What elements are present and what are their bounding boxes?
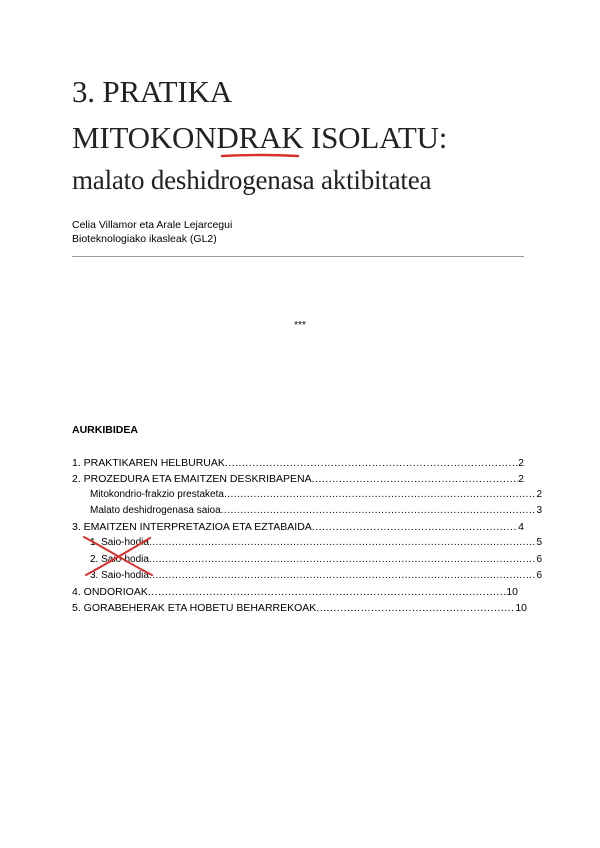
toc-entry[interactable] xyxy=(72,471,524,487)
toc-entry[interactable] xyxy=(72,584,518,600)
title-line-1: 3. PRATIKA xyxy=(72,74,232,109)
toc-entry-page: 2 xyxy=(518,457,524,469)
toc-leader-dots xyxy=(312,519,518,535)
toc-leader-dots xyxy=(149,568,537,584)
toc-leader-dots xyxy=(221,503,537,519)
author-names: Celia Villamor eta Arale Lejarcegui xyxy=(72,219,233,231)
toc-entry[interactable] xyxy=(72,503,542,519)
toc-entry-page: 2 xyxy=(536,489,542,501)
toc-leader-dots xyxy=(225,455,518,471)
toc-leader-dots xyxy=(149,552,537,568)
author-group: Bioteknologiako ikasleak (GL2) xyxy=(72,233,217,245)
toc-entry-label: Mitokondrio-frakzio prestaketa xyxy=(90,489,224,501)
section-separator: *** xyxy=(294,320,306,331)
toc-entry-label: 1. Saio-hodia xyxy=(90,537,149,549)
horizontal-rule xyxy=(72,256,524,257)
toc-leader-dots xyxy=(316,600,515,616)
red-underline-annotation xyxy=(220,153,300,161)
toc-entry-label: 1. PRAKTIKAREN HELBURUAK xyxy=(72,457,225,469)
toc-entry[interactable] xyxy=(72,487,542,503)
toc-entry-label: 2. PROZEDURA ETA EMAITZEN DESKRIBAPENA xyxy=(72,473,312,486)
toc-entry-label: 2. Saio-hodia xyxy=(90,553,149,565)
toc-leader-dots xyxy=(149,535,537,551)
toc-leader-dots xyxy=(148,584,506,600)
toc-entry-page: 6 xyxy=(536,553,542,565)
toc-entry-page: 4 xyxy=(518,521,524,534)
red-cross-annotation xyxy=(80,534,156,578)
toc-entry-page: 6 xyxy=(536,569,542,581)
toc-entry-label: Malato deshidrogenasa saioa xyxy=(90,505,221,517)
toc-entry-page: 2 xyxy=(518,473,524,486)
title-line-2: MITOKONDRAK ISOLATU: xyxy=(72,120,448,155)
toc-entry-label: 3. EMAITZEN INTERPRETAZIOA ETA EZTABAIDA xyxy=(72,521,312,534)
toc-entry[interactable] xyxy=(72,455,524,471)
toc-entry-label: 3. Saio-hodia xyxy=(90,569,149,581)
toc-entry-page: 5 xyxy=(536,537,542,549)
toc-entry-label: 4. ONDORIOAK xyxy=(72,585,148,598)
toc-heading: AURKIBIDEA xyxy=(72,424,138,436)
toc-entry-page: 10 xyxy=(515,601,527,614)
toc-entry-page: 10 xyxy=(506,585,518,598)
toc-entry-page: 3 xyxy=(536,505,542,517)
title-line-3: malato deshidrogenasa aktibitatea xyxy=(72,165,432,195)
toc-entry[interactable] xyxy=(72,600,527,616)
toc-entry-label: 5. GORABEHERAK ETA HOBETU BEHARREKOAK xyxy=(72,601,317,614)
authors-block xyxy=(72,218,232,246)
toc-leader-dots xyxy=(312,471,519,487)
toc-leader-dots xyxy=(224,487,536,503)
